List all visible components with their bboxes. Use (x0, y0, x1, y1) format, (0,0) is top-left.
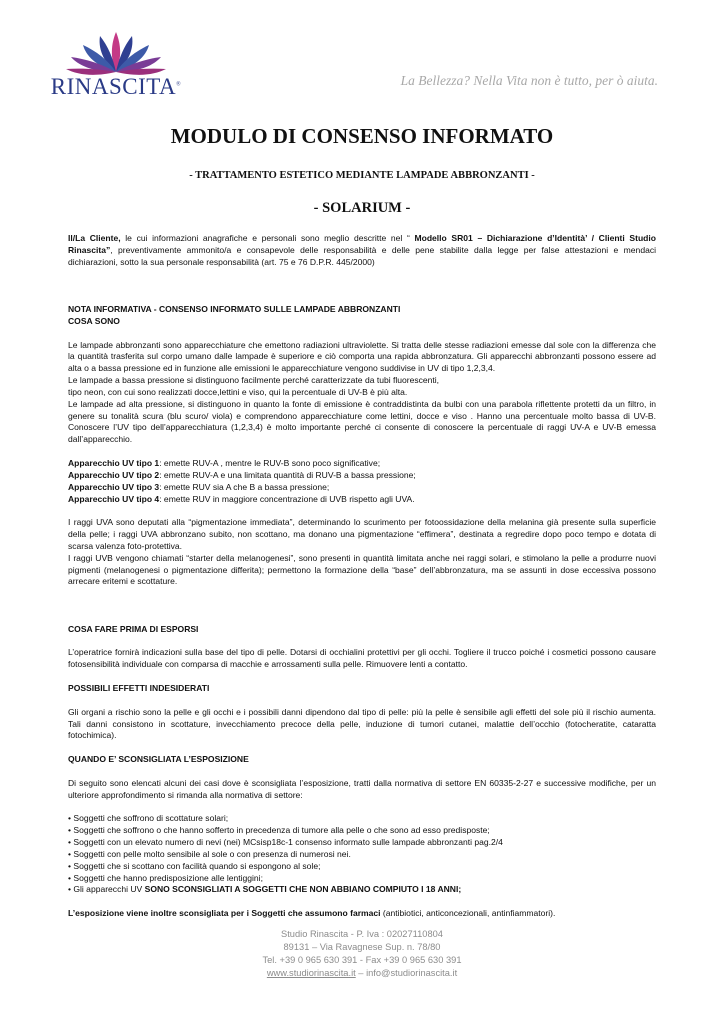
paragraph: I raggi UVB vengono chiamati “starter della melanogenesi”, sono presenti in quantità limitata anche nei raggi solari, e stimolano la pelle a produrre nuovi pigmenti (melanogenesi o pigmentazione differita); permettono la formazione della “base” dell’abbronzatura, ma se assunti in dose eccessiva possono arrecare eritemi e scottature. (68, 552, 656, 587)
paragraph: Le lampade abbronzanti sono apparecchiature che emettono radiazioni ultraviolette. Si tratta delle stesse radiazioni emesse dal sole con la differenza che la quantità trasferita sul corpo umano dalle lampade è superiore e ciò comporta una rapida abbronzatura. Gli apparecchi abbronzanti possono essere ad alta o a bassa pressione ed in funzione alle emissioni le apparecchiature vengono suddivise in UV di tipo 1,2,3,4. (68, 339, 656, 374)
paragraph: I raggi UVA sono deputati alla “pigmentazione immediata”, determinando lo scurimento per fotoossidazione della melanina già presente sulla superficie della pelle; i raggi UVA abbronzano subito, non scottano, ma donano una pigmentazione “effimera”, destinata a regredire dopo poco tempo e dotata di scarsa valenza foto-protettiva. (68, 517, 656, 551)
uv-type-item: Apparecchio UV tipo 1: emette RUV-A , mentre le RUV-B sono poco significative; (68, 458, 381, 468)
treatment-name: - SOLARIUM - (313, 200, 411, 216)
lotus-icon (50, 28, 182, 78)
intro-text-1: le cui informazioni anagrafiche e personali sono meglio descritte nel “ (120, 233, 415, 243)
farmaci-paragraph: L’esposizione viene inoltre sconsigliata per i Soggetti che assumono farmaci (antibiotici, anticoncezionali, antinfiammatori). (68, 908, 556, 919)
intro-paragraph (68, 233, 656, 269)
section-heading: POSSIBILI EFFETTI INDESIDERATI (68, 683, 210, 693)
list-item: • Gli apparecchi UV SONO SCONSIGLIATI A SOGGETTI CHE NON ABBIANO COMPIUTO I 18 ANNI; (68, 884, 462, 895)
list-item: • Soggetti che si scottano con facilità quando si espongono al sole; (68, 860, 321, 871)
section-heading: QUANDO E’ SCONSIGLIATA L’ESPOSIZIONE (68, 754, 249, 765)
page-footer: Studio Rinascita - P. Iva : 02027110804 89131 – Via Ravagnese Sup. n. 78/80 Tel. +39 0 965 630 391 - Fax +39 0 965 630 391 www.studiorinascita.it – info@studiorinascita.it (0, 928, 724, 980)
rinascita-logo (50, 28, 182, 110)
paragraph: Di seguito sono elencati alcuni dei casi dove è sconsigliata l’esposizione, tratti dalla normativa di settore EN 60335-2-27 e successive modifiche, per un ulteriore approfondimento si rimanda alla normativa di settore: (68, 777, 656, 800)
uv-type-item: Apparecchio UV tipo 3: emette RUV sia A che B a bassa pressione; (68, 481, 330, 492)
intro-text-2: , preventivamente ammonito/a e consapevole delle responsabilità e delle pene stabilite dalla legge per false attestazioni e mendaci dichiarazioni, sotto la sua personale responsabilità (art. 75 e 76 D.P.R. 445/2000) (68, 244, 656, 267)
list-item: • Soggetti che soffrono o che hanno sofferto in precedenza di tumore alla pelle o che sono ad esso predisposte; (68, 825, 490, 836)
document-title: MODULO DI CONSENSO INFORMATO (170, 124, 554, 148)
paragraph: Gli organi a rischio sono la pelle e gli occhi e i possibili danni dipendono dal tipo di pelle: più la pelle è sensibile agli effetti del sole più il rischio aumenta. Tali danni consistono in scottature, invecchiamento precoce della pelle, induzione di tumori cutanei, malattie dell’occhio (fotocheratite, cataratta fotochimica). (68, 706, 656, 741)
section-heading: NOTA INFORMATIVA - CONSENSO INFORMATO SULLE LAMPADE ABBRONZANTI (68, 304, 401, 315)
list-item: • Soggetti con un elevato numero di nevi (nei) MCsisp18c-1 consenso informato sulle lampade abbronzanti pag.2/4 (68, 836, 503, 847)
document-body (68, 233, 656, 920)
uv-type-item: Apparecchio UV tipo 4: emette RUV in maggiore concentrazione di UVB rispetto agli UVA. (68, 493, 415, 504)
paragraph: L’operatrice fornirà indicazioni sulla base del tipo di pelle. Dotarsi di occhialini protettivi per gli occhi. Togliere il trucco poiché i cosmetici possono causare fotosensibilità individuale con comparsa di macchie e arrossamenti sulla pelle. Rimuovere lenti a contatto. (68, 647, 656, 670)
intro-bold-model: Modello SR01 – Dichiarazione d’Identità’ / Clienti Studio Rinascita” (68, 233, 657, 255)
section-heading: COSA FARE PRIMA DI ESPORSI (68, 623, 199, 634)
website-link[interactable]: www.studiorinascita.it (266, 968, 356, 978)
intro-bold-client: Il/La Cliente, (68, 233, 121, 243)
tagline: La Bellezza? Nella Vita non è tutto, per ò aiuta. (400, 73, 658, 88)
list-item: • Soggetti che soffrono di scottature solari; (68, 813, 229, 824)
email-link[interactable]: info@studiorinascita.it (366, 968, 458, 978)
registered-mark: ® (176, 81, 182, 88)
document-subtitle: - TRATTAMENTO ESTETICO MEDIANTE LAMPADE ABBRONZANTI - (189, 170, 535, 181)
footer-company: Studio Rinascita - P. Iva : 02027110804 (281, 929, 443, 939)
page-header (0, 0, 724, 120)
list-item: • Soggetti che hanno predisposizione alle lentiggini; (68, 872, 263, 883)
paragraph: Le lampade ad alta pressione, si distinguono in quanto la fonte di emissione è contraddistinta da bulbi con una parabola riflettente protetti da un filtro, in genere su tonalità scura (blu scuro/ viola) e comprendono apparecchiature come lettini, docce e viso . Hanno una percentuale molto bassa di UV-B. Conoscere l’UV tipo dell’apparecchiatura (1,2,3,4) è molto importante perché ci consente di conoscere la percentuale di raggi UV-A e UV-B emessa dall’apparecchio. (68, 398, 656, 445)
section-heading: COSA SONO (68, 315, 120, 326)
footer-phone: Tel. +39 0 965 630 391 - Fax +39 0 965 630 391 (262, 955, 462, 965)
paragraph: Le lampade a bassa pressione si distinguono facilmente perché caratterizzate da tubi fluorescenti, (68, 375, 440, 386)
list-item: • Soggetti con pelle molto sensibile al sole o con presenza di numerosi nei. (68, 848, 351, 859)
uv-type-item: Apparecchio UV tipo 2: emette RUV-A e una limitata quantità di RUV-B a bassa pressione; (68, 469, 416, 480)
footer-address: 89131 – Via Ravagnese Sup. n. 78/80 (283, 942, 441, 952)
paragraph: tipo neon, con cui sono realizzati docce,lettini e viso, qui la percentuale di UV-B è più alta. (68, 386, 408, 397)
logo-wordmark: RINASCITA (50, 74, 177, 99)
